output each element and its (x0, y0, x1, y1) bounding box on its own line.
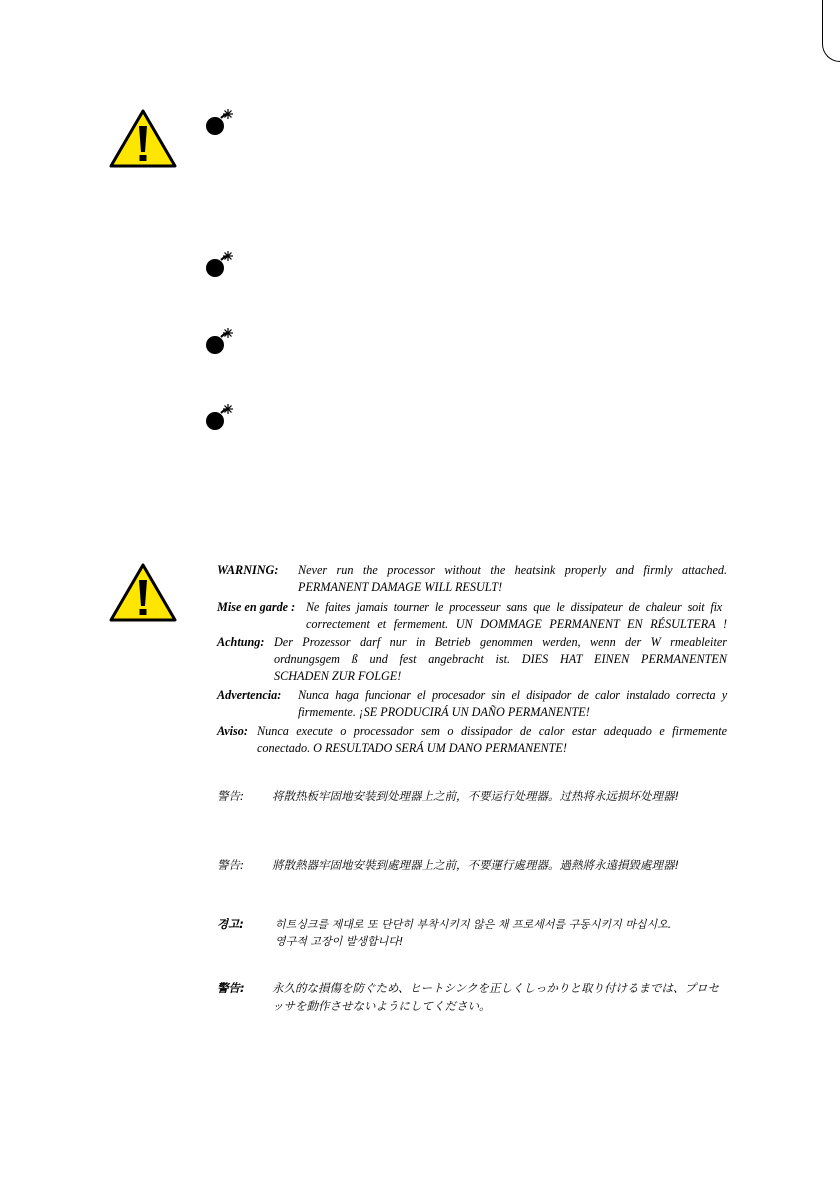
warning-label: Mise en garde : (217, 600, 296, 614)
warning-text-line: 永久的な損傷を防ぐため、ヒートシンクを正しくしっかりと取り付けるまでは、プロセ (272, 981, 720, 995)
warning-label: Advertencia: (217, 688, 282, 702)
bomb-icon (205, 251, 235, 279)
bomb-icon (205, 328, 235, 356)
warning-text-line: 将散热板牢固地安装到处理器上之前，不要运行处理器。过热将永远损坏处理器! (272, 789, 680, 803)
warning-label: 警告: (217, 981, 245, 995)
warning-text-line: Nunca execute o processador sem o dissipador de calor estar adequado e firmemente (257, 724, 727, 738)
warning-text-line: ordnungsgem ß und fest angebracht ist. DIES HAT EINEN PERMANENTEN (274, 652, 727, 666)
bomb-icon (205, 109, 235, 137)
warning-text-line: Ne faites jamais tourner le processeur sans que le dissipateur de chaleur soit fix (306, 600, 722, 614)
warning-text-line: SCHADEN ZUR FOLGE! (274, 669, 402, 683)
warning-label: 警告: (217, 789, 244, 803)
warning-text-line: conectado. O RESULTADO SERÁ UM DANO PERMANENTE! (257, 741, 567, 755)
warning-triangle-icon (108, 108, 178, 170)
page-corner-mark (822, 0, 840, 62)
warning-label: Achtung: (217, 635, 265, 649)
warning-text-line: 將散熱器牢固地安裝到處理器上之前，不要運行處理器。過熱將永遠損毀處理器! (272, 858, 680, 872)
warning-text-line: Nunca haga funcionar el procesador sin el disipador de calor instalado correcta y (298, 688, 727, 702)
warning-text-line: 히트싱크를 제대로 또 단단히 부착시키지 않은 채 프로세서를 구동시키지 마십시오. (275, 918, 672, 931)
warning-label: WARNING: (217, 563, 279, 577)
warning-text-line: Der Prozessor darf nur in Betrieb genommen werden, wenn der W rmeableiter (274, 635, 727, 649)
warning-label: Aviso: (217, 724, 248, 738)
warning-text-line: firmemente. ¡SE PRODUCIRÁ UN DAÑO PERMANENTE! (298, 705, 590, 719)
warning-text-line: PERMANENT DAMAGE WILL RESULT! (298, 580, 503, 594)
warning-text-line: correctement et fermement. UN DOMMAGE PERMANENT EN RÉSULTERA ! (306, 617, 727, 631)
warning-label: 경고: (217, 917, 244, 931)
warning-text-line: Never run the processor without the heatsink properly and firmly attached. (298, 563, 727, 577)
warning-triangle-icon (108, 562, 178, 624)
warning-text-line: 영구적 고장이 발생합니다! (275, 935, 404, 948)
warning-label: 警告: (217, 858, 244, 872)
warning-text-line: ッサを動作させないようにしてください。 (272, 999, 491, 1013)
bomb-icon (205, 404, 235, 432)
